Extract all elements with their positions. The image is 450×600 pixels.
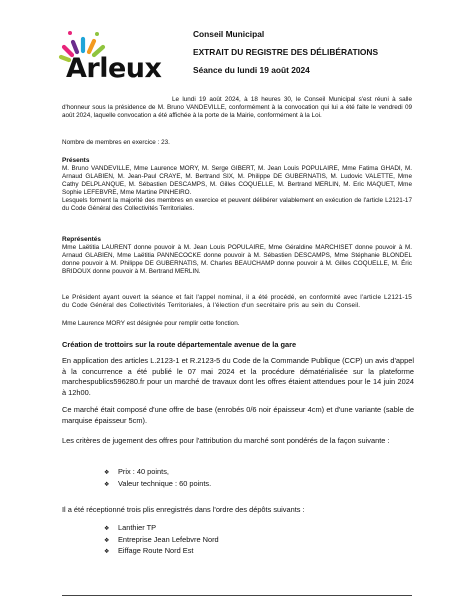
presents-section [62,157,412,214]
quorum-statement: Lesquels forment la majorité des membres en exercice et peuvent délibérer valablement en exécution de l'article L2121-17 du Code Général des Collectivités Territoriales. [62,197,412,213]
list-item: ❖ Prix : 40 points, [104,467,211,479]
secretary-designation: Mme Laurence MORY est désignée pour remplir cette fonction. [62,320,240,327]
document-header [193,30,378,85]
bids-intro: Il a été réceptionné trois plis enregistrés dans l'ordre des dépôts suivants : [62,505,305,514]
register-extract-title: EXTRAIT DU REGISTRE DES DÉLIBÉRATIONS [193,47,379,58]
arleux-logo [58,28,176,90]
deliberation-title: Création de trottoirs sur la route départementale avenue de la gare [62,340,297,349]
criteria-list [104,467,211,490]
presents-title: Présents [62,157,90,164]
session-date: Séance du lundi 19 août 2024 [193,65,310,76]
intro-paragraph: Le lundi 19 août 2024, à 18 heures 30, le Conseil Municipal s'est réuni à salle d'honneur sous la présidence de M. Bruno VANDEVILLE, conformément à la convocation qui lui a été faite le vendredi 09 août 2024, laquelle convocation a été affichée à la porte de la Mairie, conformément à la Loi. [62,96,412,120]
presents-list: M. Bruno VANDEVILLE, Mme Laurence MORY, M. Serge GIBERT, M. Jean Louis POPULAIRE, Mme Fatima GHADI, M. Arnaud GLABIEN, M. Jean-Paul CRAYE, M. Bertrand SIX, M. Philippe DE GUBERNATIS, M. Ludovic VALETTE, Mme Cathy DELPLANQUE, M. Sébastien DESCAMPS, M. Gilles COQUELLE, M. Bertrand MERLIN, M. Eric MAQUET, Mme Sophie LEFEBVRE, Mme Martine PINHEIRO. [62,165,412,197]
council-title: Conseil Municipal [193,29,265,39]
list-item: ❖ Eiffage Route Nord Est [104,546,219,558]
represented-section [62,236,412,276]
diamond-bullet-icon: ❖ [104,537,110,544]
represented-title: Représentés [62,236,102,243]
procurement-paragraph: En application des articles L.2123-1 et R.2123-5 du Code de la Commande Publique (CCP) un avis d'appel à la concurrence a été publié le 07 mai 2024 et la procédure dématérialisée sur la plateforme marchespublics596280.fr pour un marché de travaux dont les offres étaient attendues pour le 14 juin 2024 à 12h00. [62,356,414,397]
members-count: Nombre de membres en exercice : 23. [62,139,170,146]
list-item: ❖ Lanthier TP [104,523,219,535]
list-item: ❖ Valeur technique : 60 points. [104,479,211,491]
diamond-bullet-icon: ❖ [104,481,110,488]
opening-statement: Le Président ayant ouvert la séance et fait l'appel nominal, il a été procédé, en conformité avec l'article L2121-15 du Code Général des Collectivités Territoriales, à l'élection d'un secrétaire pris au sein du Conseil. [62,294,412,310]
diamond-bullet-icon: ❖ [104,526,110,532]
diamond-bullet-icon: ❖ [104,470,110,476]
diamond-bullet-icon: ❖ [104,549,110,556]
footer-divider [62,595,412,596]
logo-wordmark: Arleux [66,53,162,84]
criteria-intro: Les critères de jugement des offres pour l'attribution du marché sont pondérés de la façon suivante : [62,436,390,445]
represented-list: Mme Laëtitia LAURENT donne pouvoir à M. Jean Louis POPULAIRE, Mme Géraldine MARCHISET donne pouvoir à M. Arnaud GLABIEN, Mme Laëtitia PANNECOCKE donne pouvoir à M. Sébastien DESCAMPS, Mme Stéphanie BLONDEL donne pouvoir à M. Philippe DE GUBERNATIS, M. Charles BEAUCHAMP donne pouvoir à M. Gilles COQUELLE, M. Éric BRIDOUX donne pouvoir à M. Bertrand MERLIN. [62,244,412,276]
market-composition-paragraph: Ce marché était composé d'une offre de base (enrobés 0/6 noir épaisseur 4cm) et d'une variante (sable de marquise épaisseur 5cm). [62,405,414,425]
list-item: ❖ Entreprise Jean Lefebvre Nord [104,535,219,547]
bids-list [104,523,219,558]
